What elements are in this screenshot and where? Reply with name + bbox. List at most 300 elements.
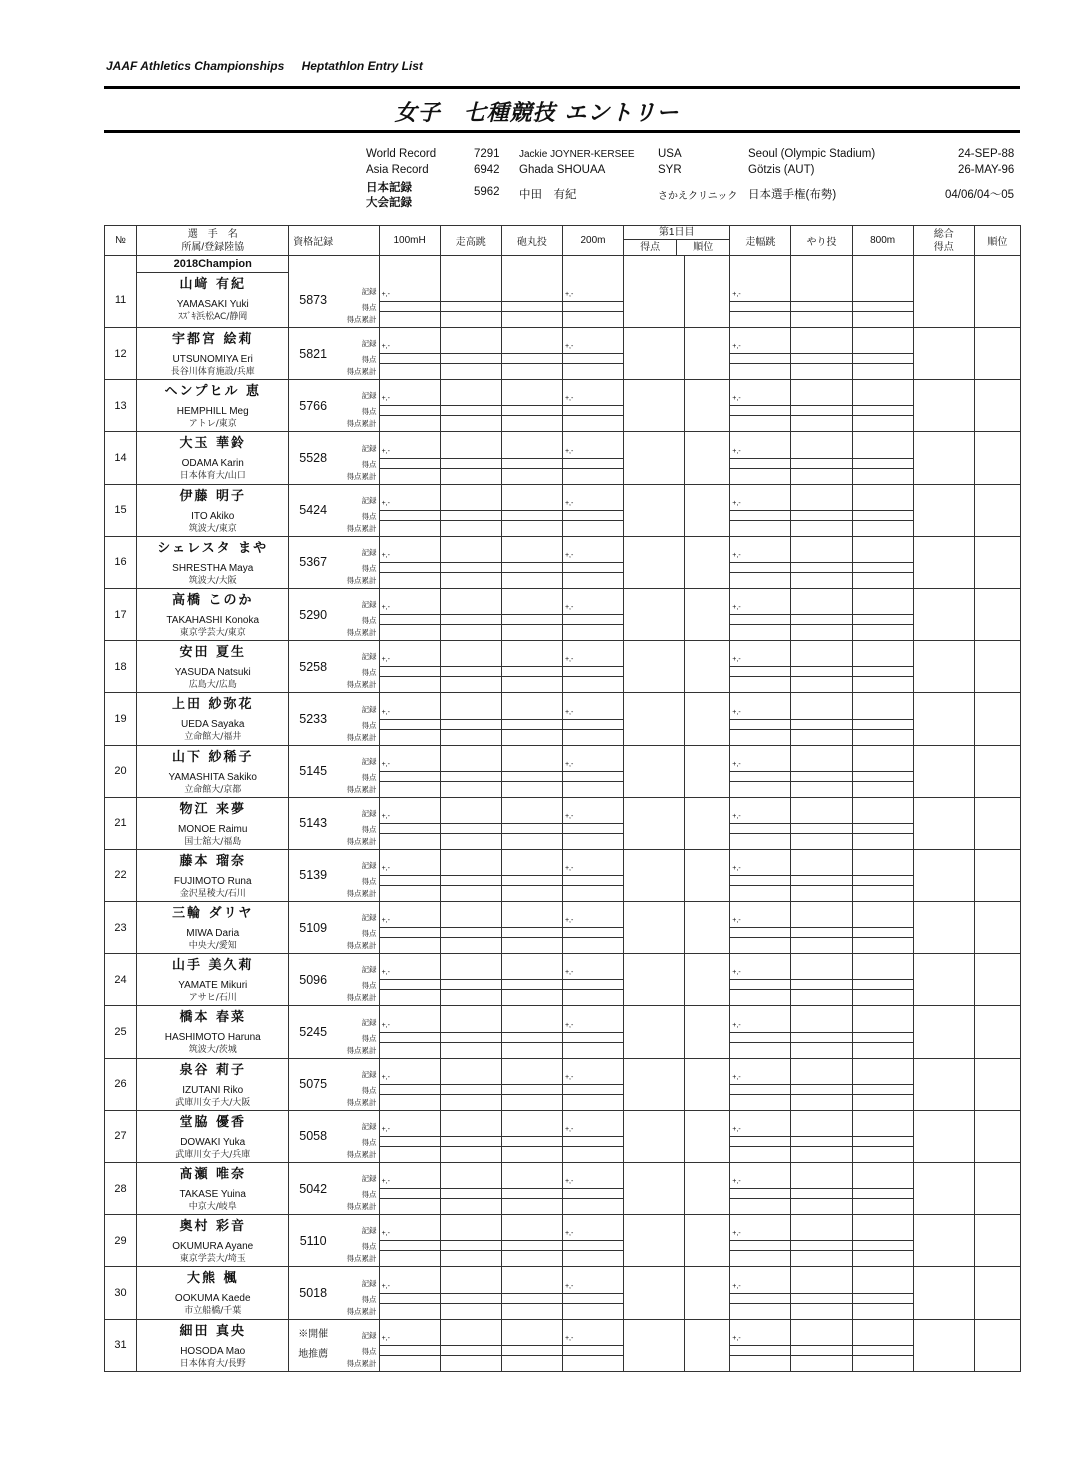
- cell-800m: [852, 1319, 913, 1371]
- wind-label: +,-: [564, 1021, 574, 1029]
- athlete-name-en: UEDA Sayaka: [181, 719, 245, 731]
- athlete-name-cell: [137, 902, 289, 954]
- day1-label: 第1日目: [624, 226, 729, 240]
- cell-rank: [974, 1163, 1020, 1215]
- label-points: 得点: [361, 616, 377, 626]
- wind-label: +,-: [564, 708, 574, 716]
- cell-100mh: [379, 1006, 440, 1058]
- row-labels: [337, 1267, 379, 1319]
- athlete-no: 13: [105, 380, 137, 432]
- cell-200m: [562, 693, 623, 745]
- divider: [104, 86, 1020, 89]
- athlete-no: 18: [105, 641, 137, 693]
- wind-label: +,-: [732, 760, 741, 768]
- cell-800m: [852, 954, 913, 1006]
- qualifying-mark: 5145: [289, 745, 337, 797]
- athlete-affiliation: 国士舘大/福島: [184, 836, 242, 847]
- label-record: 記録: [361, 1278, 377, 1288]
- wind-label: +,-: [564, 812, 574, 820]
- label-points: 得点: [361, 355, 377, 365]
- athlete-no: 21: [105, 797, 137, 849]
- wind-label: +,-: [381, 1230, 390, 1238]
- athlete-affiliation: 武庫川女子大/大阪: [175, 1097, 251, 1108]
- cell-long-jump: [730, 1058, 791, 1110]
- wind-label: +,-: [564, 604, 574, 612]
- qualifying-mark: 5075: [289, 1058, 337, 1110]
- cell-200m: [562, 432, 623, 484]
- row-labels: [337, 641, 379, 693]
- athlete-affiliation: 筑波大/茨城: [188, 1045, 237, 1056]
- cell-200m: [562, 256, 623, 328]
- cell-200m: [562, 536, 623, 588]
- cell-day1-rank: [685, 432, 730, 484]
- page-title: 女子 七種競技 エントリー: [394, 101, 680, 126]
- cell-100mh: [379, 641, 440, 693]
- cell-200m: [562, 902, 623, 954]
- qualifying-mark: 5528: [289, 432, 337, 484]
- athlete-no: 20: [105, 745, 137, 797]
- cell-long-jump: [730, 328, 791, 380]
- athlete-name-jp: 奥村 彩音: [179, 1219, 246, 1235]
- qualifying-mark: 5245: [289, 1006, 337, 1058]
- cell-rank: [974, 536, 1020, 588]
- cell-total: [913, 1006, 974, 1058]
- label-cumulative: 得点累計: [346, 941, 377, 951]
- athlete-affiliation: 立命館大/福井: [184, 732, 242, 743]
- athlete-no: 11: [105, 256, 137, 328]
- cell-100mh: [379, 902, 440, 954]
- athlete-row: [105, 849, 1021, 901]
- cell-high-jump: [440, 1319, 501, 1371]
- cell-100mh: [379, 432, 440, 484]
- athlete-affiliation: 広島大/広島: [188, 680, 237, 691]
- record-label: World Record: [366, 148, 437, 160]
- col-800m: 800m: [852, 226, 913, 256]
- wind-label: +,-: [564, 865, 574, 873]
- cell-day1-rank: [685, 1215, 730, 1267]
- athlete-name-cell: [137, 1110, 289, 1162]
- col-javelin: やり投: [791, 226, 852, 256]
- record-venue: 日本選手権(布勢): [748, 189, 837, 201]
- cell-long-jump: [730, 1006, 791, 1058]
- qualifying-mark: 5367: [289, 536, 337, 588]
- record-venue: Seoul (Olympic Stadium): [748, 148, 876, 160]
- label-points: 得点: [361, 1190, 377, 1200]
- cell-day1-score: [624, 954, 685, 1006]
- wind-label: +,-: [381, 760, 390, 768]
- divider: [104, 130, 1020, 133]
- athlete-name-jp: 大熊 楓: [186, 1271, 239, 1287]
- cell-shot-put: [501, 1267, 562, 1319]
- wind-label: +,-: [732, 969, 741, 977]
- cell-high-jump: [440, 380, 501, 432]
- cell-800m: [852, 1163, 913, 1215]
- label-points: 得点: [361, 459, 377, 469]
- athlete-row: [105, 484, 1021, 536]
- cell-javelin: [791, 1267, 852, 1319]
- wind-label: +,-: [564, 551, 574, 559]
- cell-total: [913, 328, 974, 380]
- cell-800m: [852, 328, 913, 380]
- athlete-name-cell: [137, 1058, 289, 1110]
- athlete-no: 31: [105, 1319, 137, 1371]
- label-record: 記録: [361, 600, 377, 610]
- label-record: 記録: [361, 1226, 377, 1236]
- cell-200m: [562, 1163, 623, 1215]
- label-cumulative: 得点累計: [346, 628, 377, 638]
- label-record: 記録: [361, 913, 377, 923]
- label-points: 得点: [361, 1085, 377, 1095]
- wind-label: +,-: [381, 1334, 390, 1342]
- row-labels: [337, 902, 379, 954]
- cell-day1-rank: [685, 588, 730, 640]
- cell-100mh: [379, 536, 440, 588]
- wind-label: +,-: [732, 865, 741, 873]
- cell-day1-score: [624, 536, 685, 588]
- cell-800m: [852, 902, 913, 954]
- record-venue: Götzis (AUT): [748, 164, 815, 176]
- cell-long-jump: [730, 1110, 791, 1162]
- cell-day1-rank: [685, 256, 730, 328]
- athlete-affiliation: ｽｽﾞｷ浜松AC/静岡: [178, 312, 248, 322]
- cell-day1-score: [624, 432, 685, 484]
- qualifying-mark: 5233: [289, 693, 337, 745]
- athlete-name-en: IZUTANI Riko: [182, 1084, 244, 1096]
- wind-label: +,-: [732, 1334, 741, 1342]
- wind-label: +,-: [381, 1178, 390, 1186]
- cell-total: [913, 1058, 974, 1110]
- cell-day1-rank: [685, 902, 730, 954]
- label-record: 記録: [361, 1330, 377, 1340]
- col-rank: 順位: [974, 226, 1020, 256]
- qualifying-mark: 5042: [289, 1163, 337, 1215]
- record-date: 26-MAY-96: [958, 164, 1015, 176]
- row-labels: [337, 432, 379, 484]
- cell-day1-score: [624, 1267, 685, 1319]
- row-labels: [337, 1110, 379, 1162]
- athlete-name-en: OKUMURA Ayane: [172, 1241, 254, 1253]
- cell-shot-put: [501, 1006, 562, 1058]
- cell-long-jump: [730, 849, 791, 901]
- label-cumulative: 得点累計: [346, 1045, 377, 1055]
- athlete-no: 14: [105, 432, 137, 484]
- athlete-name-en: YAMATE Mikuri: [178, 980, 248, 992]
- cell-day1-score: [624, 1163, 685, 1215]
- label-record: 記録: [361, 391, 377, 401]
- wind-label: +,-: [732, 1230, 741, 1238]
- cell-rank: [974, 902, 1020, 954]
- athlete-name-jp: 山﨑 有紀: [179, 277, 246, 292]
- row-labels: [337, 1163, 379, 1215]
- label-points: 得点: [361, 1346, 377, 1356]
- wind-label: +,-: [564, 447, 574, 455]
- row-labels: [337, 380, 379, 432]
- cell-high-jump: [440, 902, 501, 954]
- record-holder: 中田 有紀: [519, 189, 577, 201]
- cell-high-jump: [440, 745, 501, 797]
- cell-day1-rank: [685, 1319, 730, 1371]
- athlete-name-en: HOSODA Mao: [180, 1345, 246, 1357]
- athlete-no: 19: [105, 693, 137, 745]
- athlete-affiliation: 立命館大/京都: [184, 784, 242, 795]
- cell-long-jump: [730, 1319, 791, 1371]
- wind-label: +,-: [564, 343, 574, 351]
- cell-javelin: [791, 588, 852, 640]
- cell-200m: [562, 849, 623, 901]
- cell-800m: [852, 588, 913, 640]
- cell-day1-score: [624, 902, 685, 954]
- qualifying-mark: 5766: [289, 380, 337, 432]
- wind-label: +,-: [732, 499, 741, 507]
- cell-shot-put: [501, 536, 562, 588]
- athlete-no: 12: [105, 328, 137, 380]
- record-mark: 5962: [474, 186, 500, 198]
- wind-label: +,-: [732, 447, 741, 455]
- wind-label: +,-: [381, 1282, 390, 1290]
- label-record: 記録: [361, 1174, 377, 1184]
- athlete-name-cell: [137, 1267, 289, 1319]
- cell-total: [913, 484, 974, 536]
- label-cumulative: 得点累計: [346, 732, 377, 742]
- athlete-row: [105, 1058, 1021, 1110]
- athlete-row: [105, 797, 1021, 849]
- wind-label: +,-: [564, 1334, 574, 1342]
- row-labels: [337, 1006, 379, 1058]
- cell-long-jump: [730, 1267, 791, 1319]
- athlete-name-jp: 藤本 瑠奈: [179, 853, 246, 869]
- athlete-name-en: TAKAHASHI Konoka: [166, 614, 260, 626]
- label-points: 得点: [361, 303, 377, 312]
- row-labels: [337, 849, 379, 901]
- athlete-name-jp: 物江 来夢: [179, 801, 246, 817]
- label-cumulative: 得点累計: [346, 836, 377, 846]
- athlete-name-cell: [137, 256, 289, 328]
- cell-total: [913, 432, 974, 484]
- cell-high-jump: [440, 432, 501, 484]
- wind-label: +,-: [381, 969, 390, 977]
- label-record: 記録: [361, 652, 377, 662]
- label-record: 記録: [361, 1122, 377, 1131]
- cell-shot-put: [501, 902, 562, 954]
- label-points: 得点: [361, 720, 377, 730]
- wind-label: +,-: [732, 604, 741, 612]
- label-points: 得点: [361, 877, 377, 887]
- athlete-row: [105, 954, 1021, 1006]
- entry-table: [104, 225, 1021, 1372]
- label-cumulative: 得点累計: [346, 315, 377, 324]
- athlete-row: [105, 536, 1021, 588]
- athlete-name-jp: 橋本 春菜: [179, 1010, 246, 1026]
- label-record: 記録: [361, 287, 377, 296]
- cell-rank: [974, 1215, 1020, 1267]
- label-record: 記録: [361, 965, 377, 975]
- athlete-name-cell: [137, 1163, 289, 1215]
- label-points: 得点: [361, 1242, 377, 1252]
- record-holder: Jackie JOYNER-KERSEE: [519, 149, 635, 160]
- cell-rank: [974, 693, 1020, 745]
- cell-rank: [974, 797, 1020, 849]
- cell-100mh: [379, 1267, 440, 1319]
- athlete-name-jp: ヘンプヒル 恵: [164, 384, 261, 400]
- label-cumulative: 得点累計: [346, 993, 377, 1003]
- wind-label: +,-: [564, 499, 574, 507]
- athlete-name-jp: 堂脇 優香: [179, 1114, 246, 1130]
- cell-rank: [974, 641, 1020, 693]
- col-long-jump: 走幅跳: [730, 226, 791, 256]
- cell-100mh: [379, 1163, 440, 1215]
- label-record: 記録: [361, 1069, 377, 1079]
- label-points: 得点: [361, 981, 377, 991]
- athlete-row: [105, 328, 1021, 380]
- athlete-row: [105, 432, 1021, 484]
- cell-day1-score: [624, 641, 685, 693]
- athlete-name-cell: [137, 849, 289, 901]
- cell-shot-put: [501, 797, 562, 849]
- cell-day1-rank: [685, 1267, 730, 1319]
- label-points: 得点: [361, 772, 377, 782]
- cell-javelin: [791, 902, 852, 954]
- cell-high-jump: [440, 328, 501, 380]
- cell-rank: [974, 1267, 1020, 1319]
- qualifying-mark: 5058: [289, 1110, 337, 1162]
- wind-label: +,-: [564, 656, 574, 664]
- col-total-bottom: 得点: [933, 241, 954, 253]
- row-labels: [337, 588, 379, 640]
- cell-800m: [852, 849, 913, 901]
- row-labels: [337, 745, 379, 797]
- cell-shot-put: [501, 432, 562, 484]
- record-date: 04/06/04～05: [945, 189, 1015, 201]
- cell-shot-put: [501, 1110, 562, 1162]
- cell-day1-rank: [685, 1058, 730, 1110]
- record-date: 24-SEP-88: [958, 148, 1015, 160]
- cell-800m: [852, 484, 913, 536]
- wind-label: +,-: [381, 708, 390, 716]
- cell-javelin: [791, 1058, 852, 1110]
- cell-100mh: [379, 588, 440, 640]
- col-200m: 200m: [562, 226, 623, 256]
- cell-rank: [974, 1006, 1020, 1058]
- athlete-row: [105, 641, 1021, 693]
- wind-label: +,-: [381, 343, 390, 351]
- cell-long-jump: [730, 484, 791, 536]
- label-record: 記録: [361, 861, 377, 871]
- athlete-name-jp: 三輪 ダリヤ: [172, 906, 254, 922]
- cell-day1-score: [624, 1215, 685, 1267]
- cell-800m: [852, 1006, 913, 1058]
- cell-day1-score: [624, 256, 685, 328]
- athlete-no: 26: [105, 1058, 137, 1110]
- cell-800m: [852, 1215, 913, 1267]
- cell-day1-rank: [685, 328, 730, 380]
- cell-shot-put: [501, 693, 562, 745]
- page-header: [106, 59, 437, 73]
- cell-high-jump: [440, 1215, 501, 1267]
- athlete-name-jp: 泉谷 莉子: [179, 1062, 246, 1078]
- athlete-affiliation: アサヒ/石川: [188, 993, 237, 1004]
- wind-label: +,-: [381, 1126, 390, 1133]
- cell-day1-rank: [685, 1006, 730, 1058]
- wind-label: +,-: [564, 1230, 574, 1238]
- cell-200m: [562, 1267, 623, 1319]
- cell-day1-score: [624, 1110, 685, 1162]
- athlete-name-jp: 伊藤 明子: [179, 488, 246, 504]
- athlete-affiliation: 金沢星稜大/石川: [179, 888, 246, 899]
- cell-200m: [562, 484, 623, 536]
- record-label: 日本記録: [366, 182, 412, 194]
- athlete-no: 23: [105, 902, 137, 954]
- label-cumulative: 得点累計: [346, 680, 377, 690]
- athlete-no: 16: [105, 536, 137, 588]
- cell-800m: [852, 797, 913, 849]
- athlete-name-en: YASUDA Natsuki: [174, 667, 251, 679]
- col-label: [337, 226, 379, 256]
- cell-javelin: [791, 380, 852, 432]
- cell-total: [913, 1110, 974, 1162]
- cell-javelin: [791, 797, 852, 849]
- cell-800m: [852, 1058, 913, 1110]
- qualifying-mark: 5143: [289, 797, 337, 849]
- day1-rank: 順位: [693, 242, 714, 253]
- cell-100mh: [379, 954, 440, 1006]
- athlete-affiliation: 筑波大/大阪: [188, 575, 237, 586]
- label-cumulative: 得点累計: [346, 889, 377, 899]
- cell-long-jump: [730, 693, 791, 745]
- cell-day1-score: [624, 588, 685, 640]
- athlete-affiliation: 東京学芸大/埼玉: [179, 1254, 246, 1265]
- cell-rank: [974, 745, 1020, 797]
- cell-100mh: [379, 380, 440, 432]
- athlete-no: 25: [105, 1006, 137, 1058]
- athlete-affiliation: 中京大/岐阜: [188, 1202, 237, 1212]
- cell-total: [913, 849, 974, 901]
- cell-day1-score: [624, 745, 685, 797]
- athlete-row: [105, 1110, 1021, 1162]
- athlete-name-jp: 髙瀬 唯奈: [179, 1167, 246, 1182]
- col-day1: [624, 226, 730, 256]
- cell-200m: [562, 380, 623, 432]
- label-record: 記録: [361, 339, 377, 349]
- cell-high-jump: [440, 256, 501, 328]
- cell-high-jump: [440, 849, 501, 901]
- cell-high-jump: [440, 588, 501, 640]
- athlete-name-cell: [137, 380, 289, 432]
- cell-shot-put: [501, 588, 562, 640]
- wind-label: +,-: [732, 551, 741, 559]
- athlete-row: [105, 693, 1021, 745]
- athlete-name-en: MONOE Raimu: [178, 823, 248, 835]
- athlete-row: [105, 256, 1021, 328]
- label-record: 記録: [361, 808, 377, 818]
- row-labels: [337, 1058, 379, 1110]
- cell-800m: [852, 745, 913, 797]
- athlete-row: [105, 1319, 1021, 1371]
- cell-shot-put: [501, 849, 562, 901]
- cell-100mh: [379, 256, 440, 328]
- wind-label: +,-: [732, 1021, 741, 1029]
- wind-label: +,-: [381, 1073, 390, 1081]
- label-cumulative: 得点累計: [346, 1202, 377, 1212]
- athlete-name-cell: [137, 484, 289, 536]
- cell-800m: [852, 693, 913, 745]
- record-nation: USA: [658, 148, 682, 160]
- athlete-affiliation: 日本体育大/山口: [179, 471, 246, 482]
- label-cumulative: 得点累計: [346, 784, 377, 794]
- athlete-row: [105, 1006, 1021, 1058]
- athlete-name-en: SHRESTHA Maya: [172, 562, 254, 574]
- cell-shot-put: [501, 1215, 562, 1267]
- cell-200m: [562, 328, 623, 380]
